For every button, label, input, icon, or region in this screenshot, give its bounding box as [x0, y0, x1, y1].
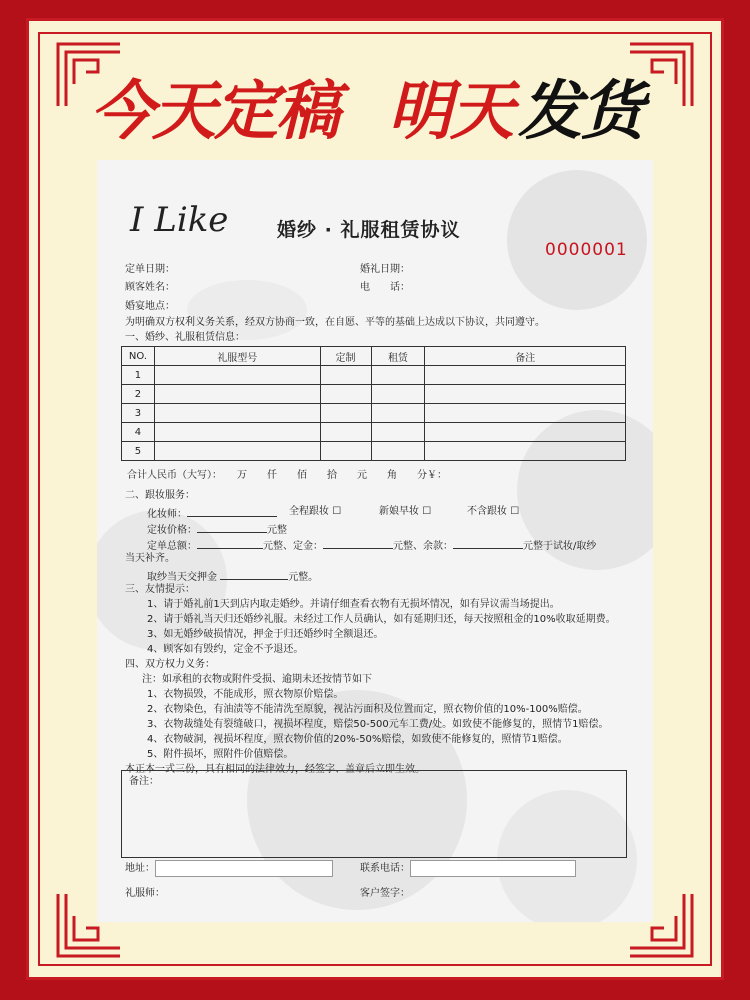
- table-cell[interactable]: [154, 366, 320, 385]
- section4-title: 四、双方权力义务：: [125, 659, 215, 670]
- balance-field[interactable]: [453, 538, 523, 549]
- duty-item: 2、衣物染色，有油渍等不能清洗至原貌，视沾污面积及位置而定，照衣物价值的10%-100%赔偿。: [147, 704, 588, 715]
- table-cell[interactable]: [371, 366, 425, 385]
- duty-item: 5、附件损坏，照附件价值赔偿。: [147, 749, 294, 760]
- col-header: NO.: [122, 347, 155, 366]
- table-cell[interactable]: [371, 404, 425, 423]
- table-header-row: [122, 347, 626, 366]
- headline-left: 今天定稿: [90, 74, 338, 149]
- tip-item: 3、如无婚纱破损情况，押金于归还婚纱时全额退还。: [147, 629, 384, 640]
- table-row: [122, 423, 626, 442]
- table-cell[interactable]: [154, 385, 320, 404]
- pickup-deposit-row: 取纱当天交押金 元整。: [147, 569, 318, 584]
- rental-table: [121, 346, 626, 461]
- makeup-price-field[interactable]: [197, 522, 267, 533]
- table-cell[interactable]: [371, 442, 425, 461]
- closing-text: 本正本一式三份，具有相同的法律效力，经签字、盖章后立即生效。: [125, 764, 425, 775]
- order-total-row: 定单总额： 元整、定金： 元整、余款： 元整于试妆/取纱: [147, 538, 596, 553]
- table-cell[interactable]: [425, 385, 626, 404]
- section2-title: 二、跟妆服务：: [125, 490, 195, 501]
- table-row: [122, 442, 626, 461]
- tip-item: 1、请于婚礼前1天到店内取走婚纱。并请仔细查看衣物有无损坏情况，如有异议需当场提出。: [147, 599, 560, 610]
- table-row: [122, 385, 626, 404]
- makeup-artist-label: 化妆师：: [147, 506, 277, 521]
- col-header: 备注: [425, 347, 626, 366]
- table-cell[interactable]: [425, 366, 626, 385]
- row-number: 2: [122, 385, 155, 404]
- table-cell[interactable]: [154, 404, 320, 423]
- phone-label: 电 话：: [360, 282, 410, 293]
- address-label: 地址：: [125, 863, 155, 874]
- intro-text: 为明确双方权利义务关系，经双方协商一致，在自愿、平等的基础上达成以下协议，共同遵守。: [125, 317, 545, 328]
- headline-right-black: 发货: [518, 74, 642, 149]
- headline-right-red: 明天: [388, 74, 512, 149]
- order-date-label: 定单日期：: [125, 264, 175, 275]
- customer-name-label: 顾客姓名：: [125, 282, 175, 293]
- contact-phone-label: 联系电话：: [360, 863, 410, 874]
- remarks-box[interactable]: [121, 770, 627, 858]
- pickup-deposit-field[interactable]: [220, 569, 288, 580]
- section3-title: 三、友情提示：: [125, 584, 195, 595]
- tip-item: 4、顾客如有毁约，定金不予退还。: [147, 644, 304, 655]
- makeup-price-row: 定妆价格： 元整: [147, 522, 287, 537]
- section4-note: 注：如承租的衣物或附件受损、逾期未还按情节如下: [142, 674, 372, 685]
- duty-item: 4、衣物破洞，视损坏程度，照衣物价值的20%-50%赔偿，如致使不能修复的，照情节1赔偿。: [147, 734, 568, 745]
- col-header: 租赁: [371, 347, 425, 366]
- table-cell[interactable]: [371, 423, 425, 442]
- headline: [0, 60, 750, 160]
- venue-label: 婚宴地点：: [125, 301, 175, 312]
- same-day-text: 当天补齐。: [125, 553, 175, 564]
- col-header: 礼服型号: [154, 347, 320, 366]
- table-cell[interactable]: [154, 423, 320, 442]
- table-cell[interactable]: [320, 442, 371, 461]
- row-number: 4: [122, 423, 155, 442]
- contract-title: 婚纱 · 礼服租赁协议: [277, 219, 461, 241]
- section1-title: 一、婚纱、礼服租赁信息：: [125, 332, 245, 343]
- makeup-artist-field[interactable]: [187, 506, 277, 517]
- contract-sheet: [97, 160, 653, 922]
- table-cell[interactable]: [320, 366, 371, 385]
- table-cell[interactable]: [320, 423, 371, 442]
- option-full-follow[interactable]: 全程跟妆 ☐: [289, 506, 342, 517]
- option-no-follow[interactable]: 不含跟妆 ☐: [467, 506, 520, 517]
- table-cell[interactable]: [425, 404, 626, 423]
- deposit-field[interactable]: [323, 538, 393, 549]
- option-bride-early[interactable]: 新娘早妆 ☐: [379, 506, 432, 517]
- checkbox-icon[interactable]: ☐: [422, 506, 432, 517]
- contact-phone-input[interactable]: [410, 860, 576, 877]
- duty-item: 1、衣物损毁，不能成形，照衣物原价赔偿。: [147, 689, 344, 700]
- row-number: 3: [122, 404, 155, 423]
- wedding-date-label: 婚礼日期：: [360, 264, 410, 275]
- order-total-field[interactable]: [197, 538, 263, 549]
- address-input[interactable]: [155, 860, 333, 877]
- table-cell[interactable]: [320, 385, 371, 404]
- brand-logo: I Like: [130, 200, 229, 240]
- dresser-label: 礼服师：: [125, 888, 165, 899]
- table-cell[interactable]: [425, 423, 626, 442]
- tip-item: 2、请于婚礼当天归还婚纱礼服。未经过工作人员确认，如有延期归还，每天按照租金的10%收取延期费。: [147, 614, 616, 625]
- checkbox-icon[interactable]: ☐: [332, 506, 342, 517]
- signature-label: 客户签字：: [360, 888, 410, 899]
- total-amount-label: 合计人民币（大写）： 万 仟 佰 拾 元 角 分￥：: [127, 470, 447, 481]
- table-cell[interactable]: [371, 385, 425, 404]
- col-header: 定制: [320, 347, 371, 366]
- table-cell[interactable]: [425, 442, 626, 461]
- duty-item: 3、衣物裁缝处有裂缝破口，视损坏程度，赔偿50-500元车工费/处。如致使不能修复的，照情节1赔偿。: [147, 719, 609, 730]
- row-number: 5: [122, 442, 155, 461]
- table-cell[interactable]: [320, 404, 371, 423]
- row-number: 1: [122, 366, 155, 385]
- serial-number: 0000001: [545, 240, 628, 260]
- table-row: [122, 366, 626, 385]
- remarks-label: 备注：: [129, 776, 159, 787]
- checkbox-icon[interactable]: ☐: [510, 506, 520, 517]
- table-cell[interactable]: [154, 442, 320, 461]
- table-row: [122, 404, 626, 423]
